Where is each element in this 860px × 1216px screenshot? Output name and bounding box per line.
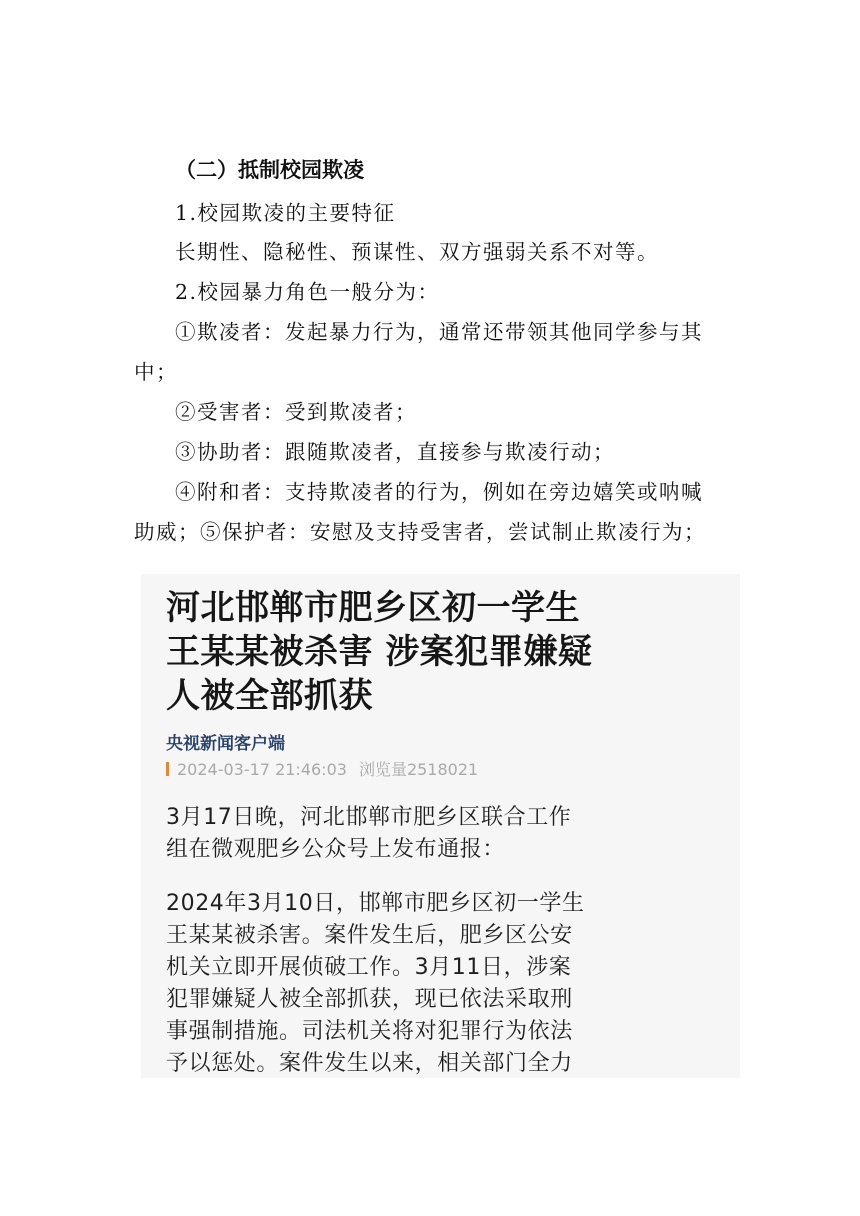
news-paragraph — [166, 888, 736, 1078]
meta-accent-bar — [166, 762, 169, 776]
news-paragraph-line: 犯罪嫌疑人被全部抓获，现已依法采取刑 — [166, 987, 573, 1012]
section-heading: （二）抵制校园欺凌 — [175, 158, 364, 182]
body-line: ④附和者：支持欺凌者的行为，例如在旁边嬉笑或呐喊 — [175, 480, 703, 504]
news-paragraph-line: 予以惩处。案件发生以来，相关部门全力 — [166, 1051, 573, 1076]
body-line: 长期性、隐秘性、预谋性、双方强弱关系不对等。 — [175, 240, 659, 264]
news-title-line: 王某某被杀害 涉案犯罪嫌疑 — [166, 632, 593, 672]
news-title-line: 人被全部抓获 — [166, 676, 373, 716]
news-paragraph-line: 组在微观肥乡公众号上发布通报： — [166, 837, 506, 862]
news-paragraph-line: 3月17日晚，河北邯郸市肥乡区联合工作 — [166, 805, 572, 830]
body-line: 中； — [134, 360, 178, 384]
news-title — [166, 586, 736, 718]
news-paragraph-line: 王某某被杀害。案件发生后，肥乡区公安 — [166, 923, 573, 948]
body-line: ③协助者：跟随欺凌者，直接参与欺凌行动； — [175, 440, 615, 464]
news-meta — [166, 759, 478, 781]
body-line: ①欺凌者：发起暴力行为，通常还带领其他同学参与其 — [175, 320, 703, 344]
news-paragraph-line: 机关立即开展侦破工作。3月11日，涉案 — [166, 955, 572, 980]
news-screenshot — [141, 574, 740, 1078]
body-line: ②受害者：受到欺凌者； — [175, 400, 417, 424]
body-line: 2.校园暴力角色一般分为： — [175, 280, 440, 304]
body-line: 助威；⑤保护者：安慰及支持受害者，尝试制止欺凌行为； — [134, 520, 706, 544]
news-views: 浏览量2518021 — [358, 760, 479, 779]
body-line: 1.校园欺凌的主要特征 — [175, 201, 396, 225]
news-paragraph-line: 事强制措施。司法机关将对犯罪行为依法 — [166, 1019, 573, 1044]
news-paragraph — [166, 802, 736, 866]
news-datetime: 2024-03-17 21:46:03 — [177, 760, 347, 779]
news-title-line: 河北邯郸市肥乡区初一学生 — [166, 588, 580, 628]
news-paragraph-line: 2024年3月10日，邯郸市肥乡区初一学生 — [166, 891, 585, 916]
news-source: 央视新闻客户端 — [166, 734, 285, 754]
